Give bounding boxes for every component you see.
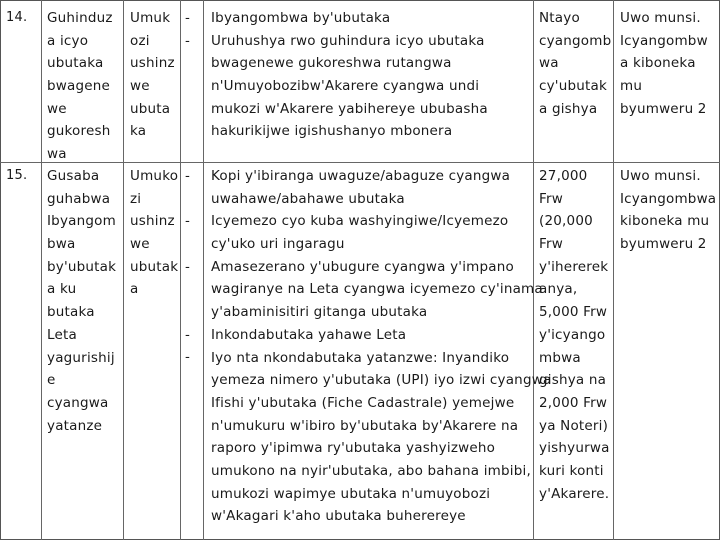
dash-cell: - -	[185, 10, 191, 49]
column-divider	[203, 0, 204, 540]
time-cell: Uwo munsi. Icyangombw a kiboneka mu byumweru 2	[620, 10, 708, 117]
time-cell: Uwo munsi. Icyangombwa kiboneka mu byumweru 2	[620, 168, 717, 253]
row-number: 14.	[6, 10, 28, 25]
requirements-cell: Kopi y'ibiranga uwaguze/abaguze cyangwa uwahawe/abahawe ubutaka Icyemezo cyo kuba washyingiwe/Icyemezo cy'uko uri ingaragu Amasezerano y'ubugure cyangwa y'impano wagiranye na Leta cyangwa icyemezo cy'inama y'abaminisitiri gitanga ubutaka Inkondabutaka yahawe Leta Iyo nta nkondabutaka yatanzwe: Inyandiko yemeza nimero y'ubutaka (UPI) iyo izwi cyangwa Ifishi y'ubutaka (Fiche Cadastrale) yemejwe n'umukuru w'ibiro by'ubutaka by'Akarere na raporo y'ipimwa ry'ubutaka yashyizweho umukono na nyir'ubutaka, abo bahana imbibi, umukozi wapimye ubutaka n'umuyobozi w'Akagari k'aho ubutaka buherereye	[211, 168, 552, 525]
cost-cell: Ntayo cyangomb wa cy'ubutak a gishya	[539, 10, 612, 117]
column-divider	[123, 0, 124, 540]
cost-cell: 27,000 Frw (20,000 Frw y'ihererek anya, 5,000 Frw y'icyango mbwa gishya na 2,000 Frw ya Noteri) yishyurwa kuri konti y'Akarere.	[539, 168, 610, 502]
requirements-cell: Ibyangombwa by'ubutaka Uruhushya rwo guhindura icyo ubutaka bwagenewe gukoreshwa rutangwa n'Umuyobozibw'Akarere cyangwa undi mukozi w'Akarere yabihereye ububasha hakurikijwe igishushanyo mbonera	[211, 10, 488, 140]
office-cell: Umuk ozi ushinz we ubuta ka	[130, 10, 175, 140]
service-cell: Gusaba guhabwa Ibyangom bwa by'ubutak a ku butaka Leta yagurishij e cyangwa yatanze	[47, 168, 117, 434]
office-cell: Umuko zi ushinz we ubutak a	[130, 168, 179, 298]
service-cell: Guhinduz a icyo ubutaka bwagene we gukoresh wa	[47, 10, 113, 163]
row-number: 15.	[6, 168, 28, 183]
column-divider	[613, 0, 614, 540]
column-divider	[41, 0, 42, 540]
column-divider	[180, 0, 181, 540]
